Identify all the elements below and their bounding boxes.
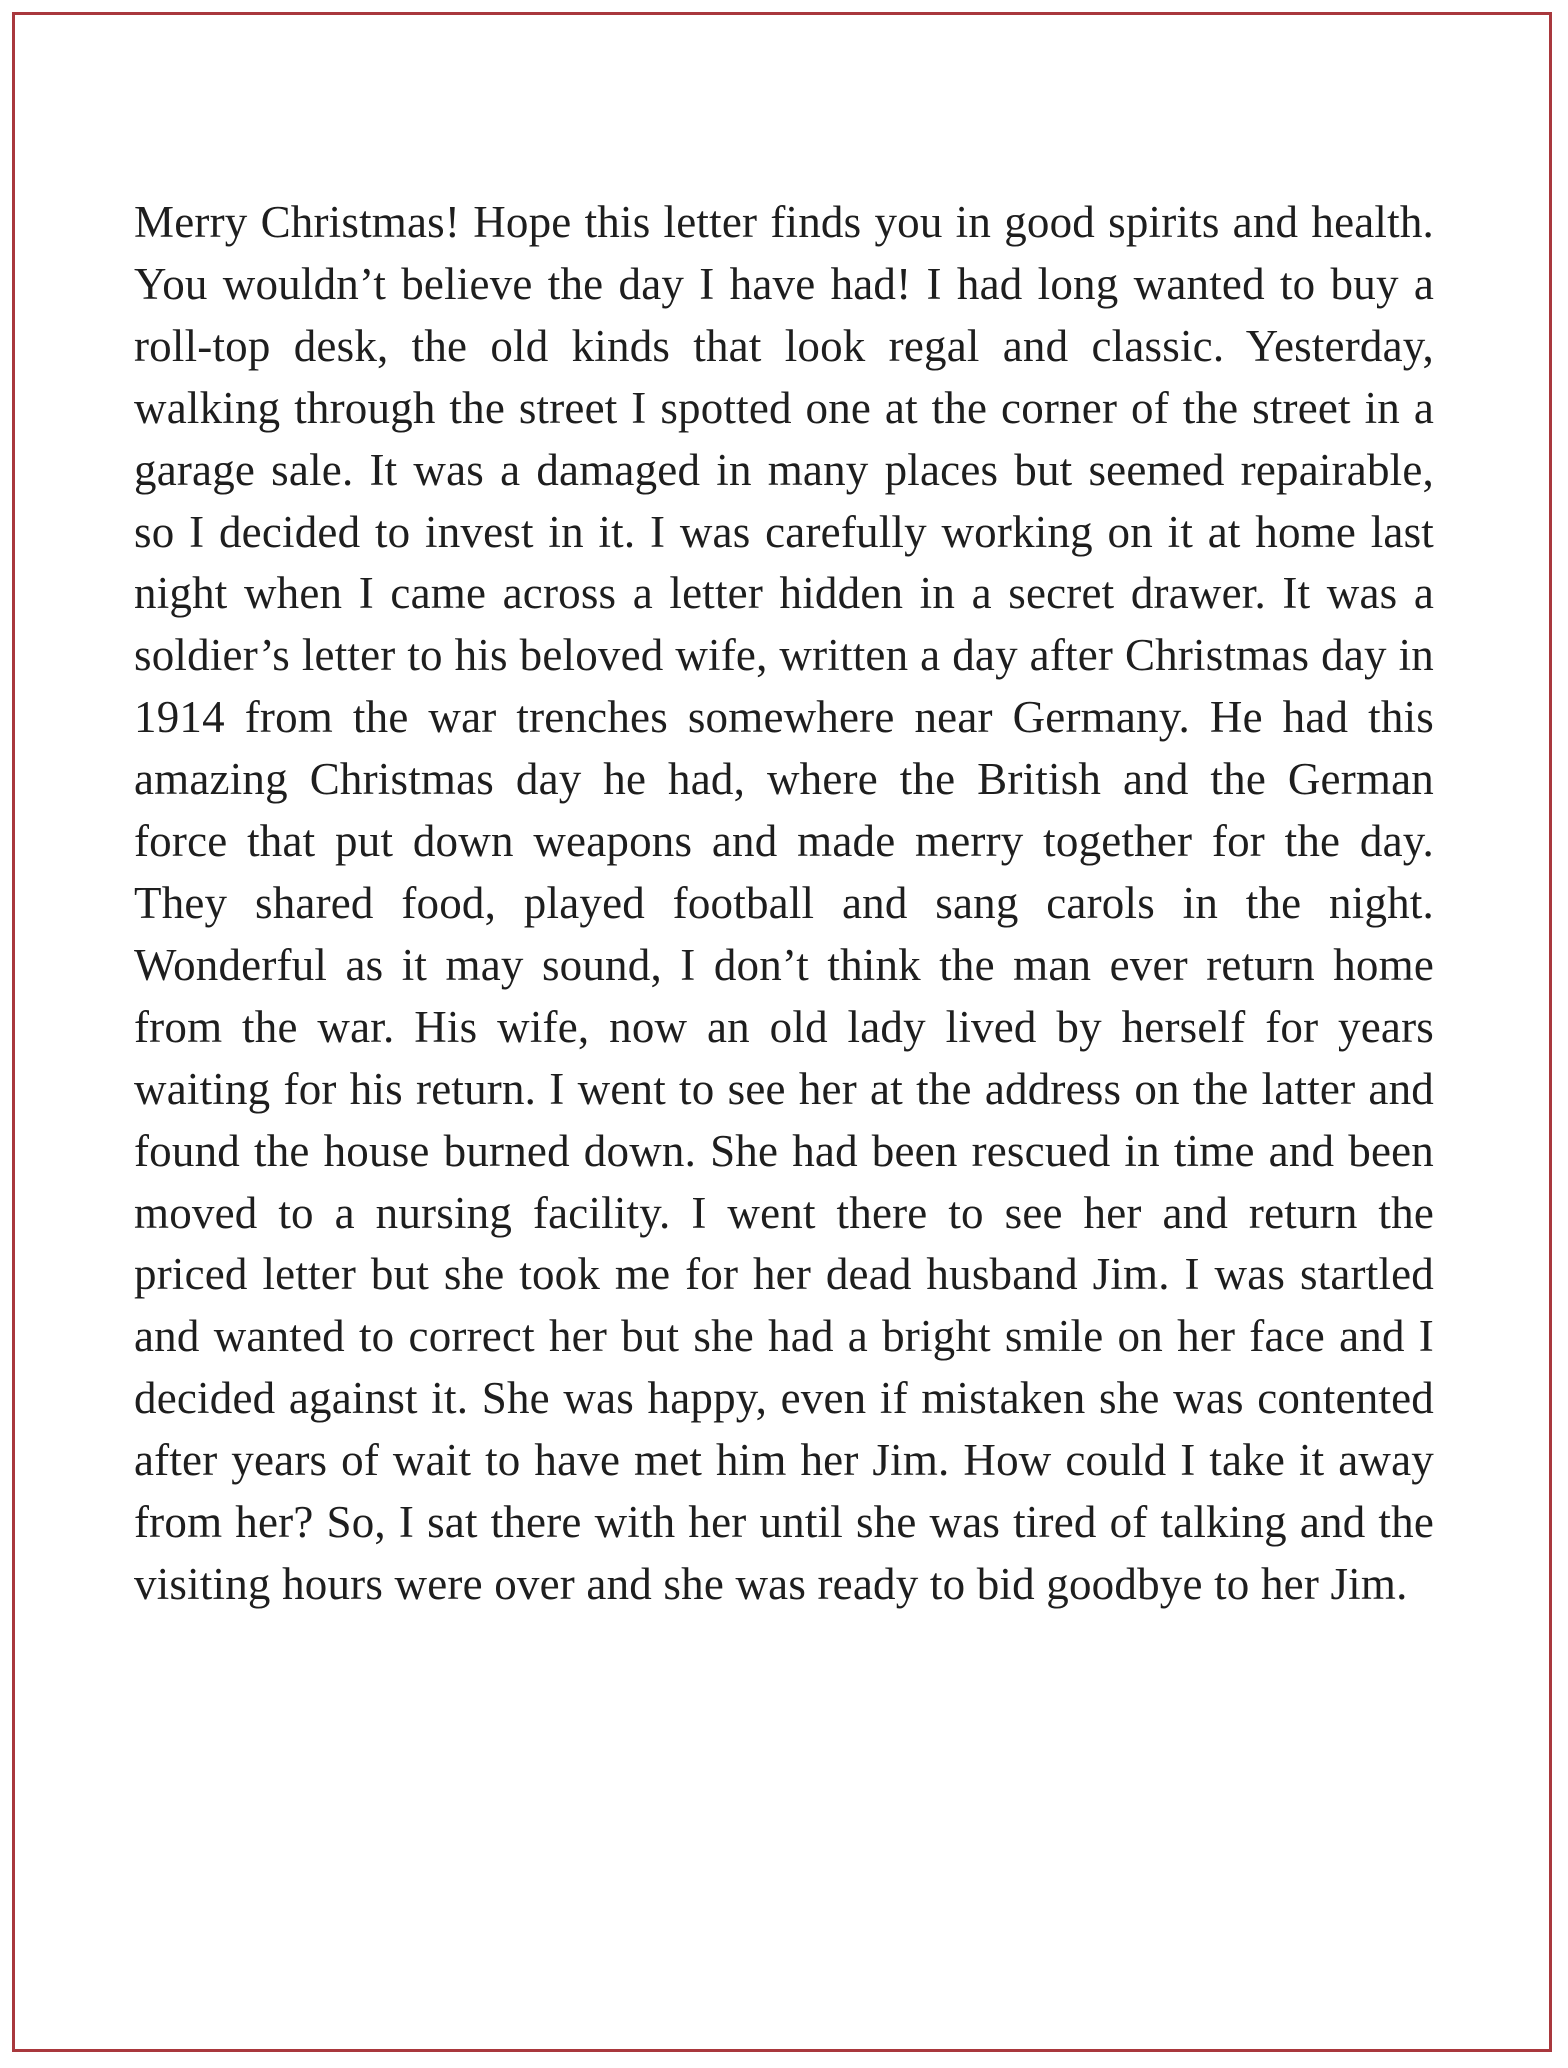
letter-body: Merry Christmas! Hope this letter finds you in good spirits and health. You wouldn’t believe the day I have had! I had long wanted to buy a roll-top desk, the old kinds that look regal and classic. Yesterday, walking through the street I spotted one at the corner of the street in a garage sale. It was a damaged in many places but seemed repairable, so I decided to invest in it. I was carefully working on it at home last night when I came across a letter hidden in a secret drawer. It was a soldier’s letter to his beloved wife, written a day after Christmas day in 1914 from the war trenches somewhere near Germany. He had this amazing Christmas day he had, where the British and the German force that put down weapons and made merry together for the day. They shared food, played football and sang carols in the night. Wonderful as it may sound, I don’t think the man ever return home from the war. His wife, now an old lady lived by herself for years waiting for his return. I went to see her at the address on the latter and found the house burned down. She had been rescued in time and been moved to a nursing facility. I went there to see her and return the priced letter but she took me for her dead husband Jim. I was startled and wanted to correct her but she had a bright smile on her face and I decided against it. She was happy, even if mistaken she was contented after years of wait to have met him her Jim. How could I take it away from her? So, I sat there with her until she was tired of talking and the visiting hours were over and she was ready to bid goodbye to her Jim. [134,197,1434,1609]
